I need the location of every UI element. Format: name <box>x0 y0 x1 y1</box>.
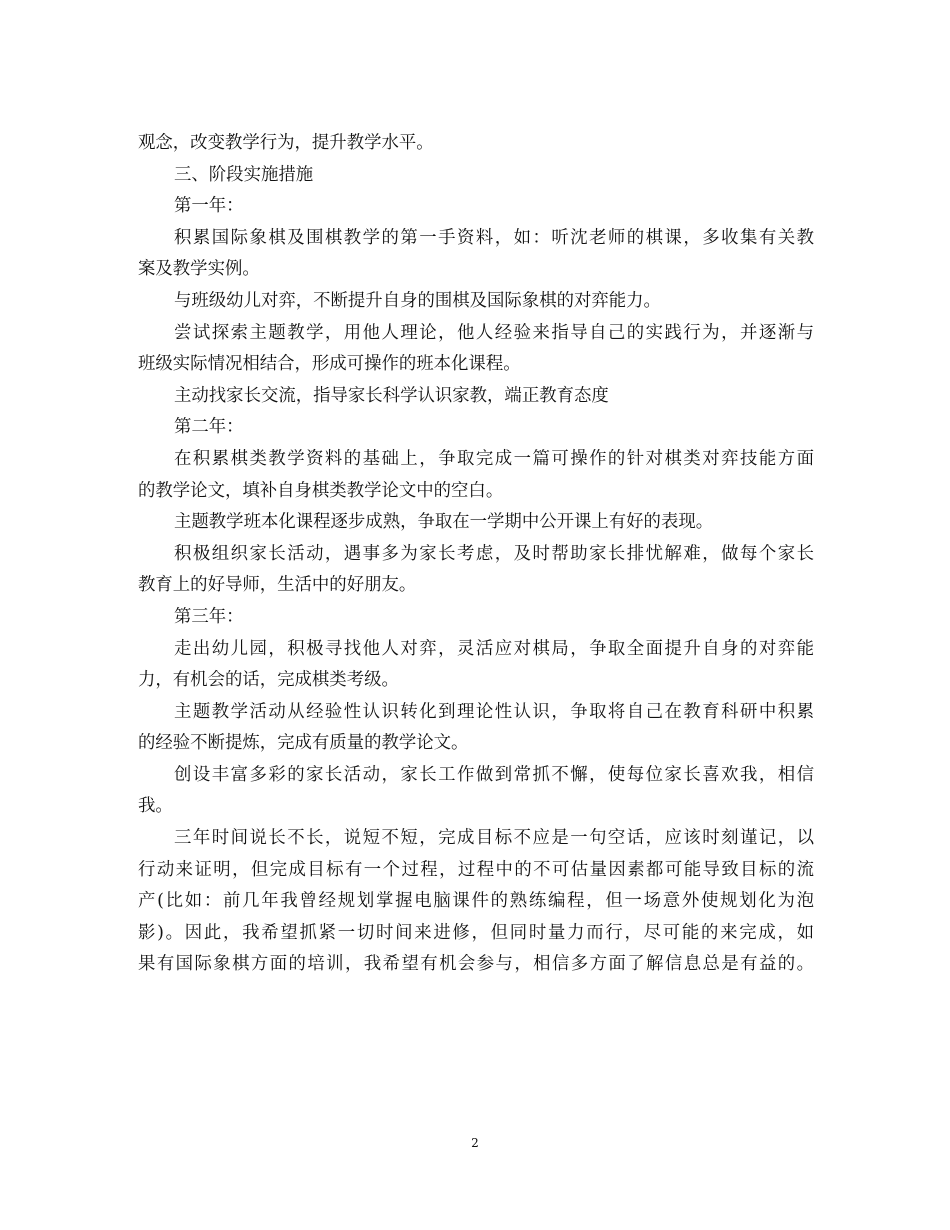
text-line: 的教学论文，填补自身棋类教学论文中的空白。 <box>138 480 504 501</box>
text-line: 三、阶段实施措施 <box>174 164 314 185</box>
text-line: 主题教学活动从经验性认识转化到理论性认识，争取将自己在教育科研中积累 <box>174 701 814 722</box>
text-line: 影)。因此，我希望抓紧一切时间来进修，但同时量力而行，尽可能的来完成，如 <box>138 922 814 943</box>
text-line: 积累国际象棋及围棋教学的第一手资料，如：听沈老师的棋课，多收集有关教 <box>174 227 814 248</box>
text-line: 与班级幼儿对弈，不断提升自身的围棋及国际象棋的对弈能力。 <box>174 290 661 311</box>
text-line: 产(比如：前几年我曾经规划掌握电脑课件的熟练编程，但一场意外使规划化为泡 <box>138 891 814 912</box>
text-line: 第二年： <box>174 417 244 438</box>
text-line: 主动找家长交流，指导家长科学认识家教，端正教育态度 <box>174 385 609 406</box>
text-line: 观念，改变教学行为，提升教学水平。 <box>138 133 434 153</box>
text-line: 果有国际象棋方面的培训，我希望有机会参与，相信多方面了解信息总是有益的。 <box>138 954 814 975</box>
text-line: 的经验不断提炼，完成有质量的教学论文。 <box>138 733 469 754</box>
text-line: 在积累棋类教学资料的基础上，争取完成一篇可操作的针对棋类对弈技能方面 <box>174 448 814 469</box>
text-line: 创设丰富多彩的家长活动，家长工作做到常抓不懈，使每位家长喜欢我，相信 <box>174 764 814 785</box>
text-line: 力，有机会的话，完成棋类考级。 <box>138 670 399 691</box>
text-line: 案及教学实例。 <box>138 259 260 280</box>
text-line: 第三年： <box>174 606 244 627</box>
text-line: 教育上的好导师，生活中的好朋友。 <box>138 575 417 596</box>
text-line: 走出幼儿园，积极寻找他人对弈，灵活应对棋局，争取全面提升自身的对弈能 <box>174 638 814 659</box>
text-line: 我。 <box>138 796 173 817</box>
text-line: 尝试探索主题教学，用他人理论，他人经验来指导自己的实践行为，并逐渐与 <box>174 322 814 343</box>
text-line: 主题教学班本化课程逐步成熟，争取在一学期中公开课上有好的表现。 <box>174 512 714 533</box>
text-line: 第一年： <box>174 196 244 217</box>
text-line: 三年时间说长不长，说短不短，完成目标不应是一句空话，应该时刻谨记，以 <box>174 828 814 849</box>
document-body <box>138 128 814 981</box>
text-line: 积极组织家长活动，遇事多为家长考虑，及时帮助家长排忧解难，做每个家长 <box>174 543 814 564</box>
text-line: 行动来证明，但完成目标有一个过程，过程中的不可估量因素都可能导致目标的流 <box>138 859 814 880</box>
text-line: 班级实际情况相结合，形成可操作的班本化课程。 <box>138 354 521 375</box>
page-number: 2 <box>471 1136 479 1150</box>
